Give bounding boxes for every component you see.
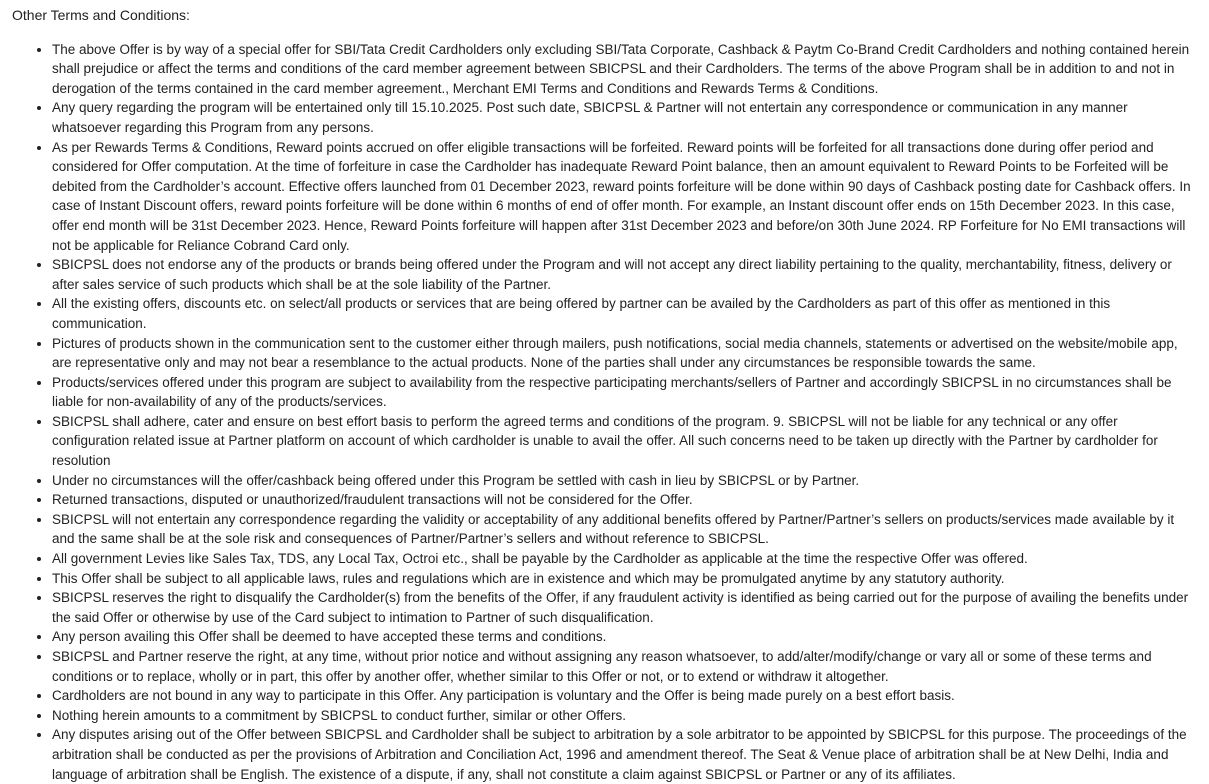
term-item: • SBICPSL does not endorse any of the products or brands being offered under the Program and will not accept any direct liability pertaining to the quality, merchantability, fitness, delivery or after sales service of such products which shall be at the sole liability of the Partner. [52,255,1197,294]
term-item: • SBICPSL shall adhere, cater and ensure on best effort basis to perform the agreed terms and conditions of the program. 9. SBICPSL will not be liable for any technical or any offer configuration related issue at Partner platform on account of which cardholder is unable to avail the offer. All such concerns need to be taken up directly with the Partner by cardholder for resolution [52,412,1197,471]
term-item: • All the existing offers, discounts etc. on select/all products or services that are being offered by partner can be availed by the Cardholders as part of this offer as mentioned in this communication. [52,294,1197,333]
section-heading: Other Terms and Conditions: [12,7,190,23]
term-item: • Pictures of products shown in the communication sent to the customer either through mailers, push notifications, social media channels, statements or advertised on the website/mobile app, are representative only and may not bear a resemblance to the actual products. None of the parties shall under any circumstances be responsible towards the same. [52,334,1197,373]
term-item: • SBICPSL reserves the right to disqualify the Cardholder(s) from the benefits of the Offer, if any fraudulent activity is identified as being carried out for the purpose of availing the benefits under the said Offer or otherwise by use of the Card subject to intimation to Partner of such disqualification. [52,588,1197,627]
term-item: • Cardholders are not bound in any way to participate in this Offer. Any participation is voluntary and the Offer is being made purely on a best effort basis. [52,686,1197,706]
term-item: • Any person availing this Offer shall be deemed to have accepted these terms and conditions. [52,627,1197,647]
term-item: • Nothing herein amounts to a commitment by SBICPSL to conduct further, similar or other Offers. [52,706,1197,726]
terms-list [12,40,1197,784]
term-item: • SBICPSL will not entertain any correspondence regarding the validity or acceptability of any additional benefits offered by Partner/Partner’s sellers on products/services made available by it and the same shall be at the sole risk and consequences of Partner/Partner’s sellers and without reference to SBICPSL. [52,510,1197,549]
term-item: • This Offer shall be subject to all applicable laws, rules and regulations which are in existence and which may be promulgated anytime by any statutory authority. [52,569,1197,589]
term-item: • Any query regarding the program will be entertained only till 15.10.2025. Post such date, SBICPSL & Partner will not entertain any correspondence or communication in any manner whatsoever regarding this Program from any persons. [52,98,1197,137]
term-item: • Returned transactions, disputed or unauthorized/fraudulent transactions will not be considered for the Offer. [52,490,1197,510]
term-item: • SBICPSL and Partner reserve the right, at any time, without prior notice and without assigning any reason whatsoever, to add/alter/modify/change or vary all or some of these terms and conditions or to replace, wholly or in part, this offer by another offer, whether similar to this Offer or not, or to extend or withdraw it altogether. [52,647,1197,686]
term-item: • The above Offer is by way of a special offer for SBI/Tata Credit Cardholders only excluding SBI/Tata Corporate, Cashback & Paytm Co-Brand Credit Cardholders and nothing contained herein shall prejudice or affect the terms and conditions of the card member agreement between SBICPSL and their Cardholders. The terms of the above Program shall be in addition to and not in derogation of the terms contained in the card member agreement., Merchant EMI Terms and Conditions and Rewards Terms & Conditions. [52,40,1197,99]
term-item: • Any disputes arising out of the Offer between SBICPSL and Cardholder shall be subject to arbitration by a sole arbitrator to be appointed by SBICPSL for this purpose. The proceedings of the arbitration shall be conducted as per the provisions of Arbitration and Conciliation Act, 1996 and amendment thereof. The Seat & Venue place of arbitration shall be at New Delhi, India and language of arbitration shall be English. The existence of a dispute, if any, shall not constitute a claim against SBICPSL or Partner or any of its affiliates. [52,725,1197,784]
term-item: • All government Levies like Sales Tax, TDS, any Local Tax, Octroi etc., shall be payable by the Cardholder as applicable at the time the respective Offer was offered. [52,549,1197,569]
term-item: • As per Rewards Terms & Conditions, Reward points accrued on offer eligible transactions will be forfeited. Reward points will be forfeited for all transactions done during offer period and considered for Offer computation. At the time of forfeiture in case the Cardholder has inadequate Reward Point balance, then an amount equivalent to Reward Points to be Forfeited will be debited from the Cardholder’s account. Effective offers launched from 01 December 2023, reward points forfeiture will be done within 90 days of Cashback posting date for Cashback offers. In case of Instant Discount offers, reward points forfeiture will be done within 6 months of end of offer month. For example, an Instant discount offer ends on 15th December 2023. In this case, offer end month will be 31st December 2023. Hence, Reward Points forfeiture will happen after 31st December 2023 and before/on 30th June 2024. RP Forfeiture for No EMI transactions will not be applicable for Reliance Cobrand Card only. [52,138,1197,256]
term-item: • Products/services offered under this program are subject to availability from the respective participating merchants/sellers of Partner and accordingly SBICPSL in no circumstances shall be liable for non-availability of any of the products/services. [52,373,1197,412]
term-item: • Under no circumstances will the offer/cashback being offered under this Program be settled with cash in lieu by SBICPSL or by Partner. [52,471,1197,491]
